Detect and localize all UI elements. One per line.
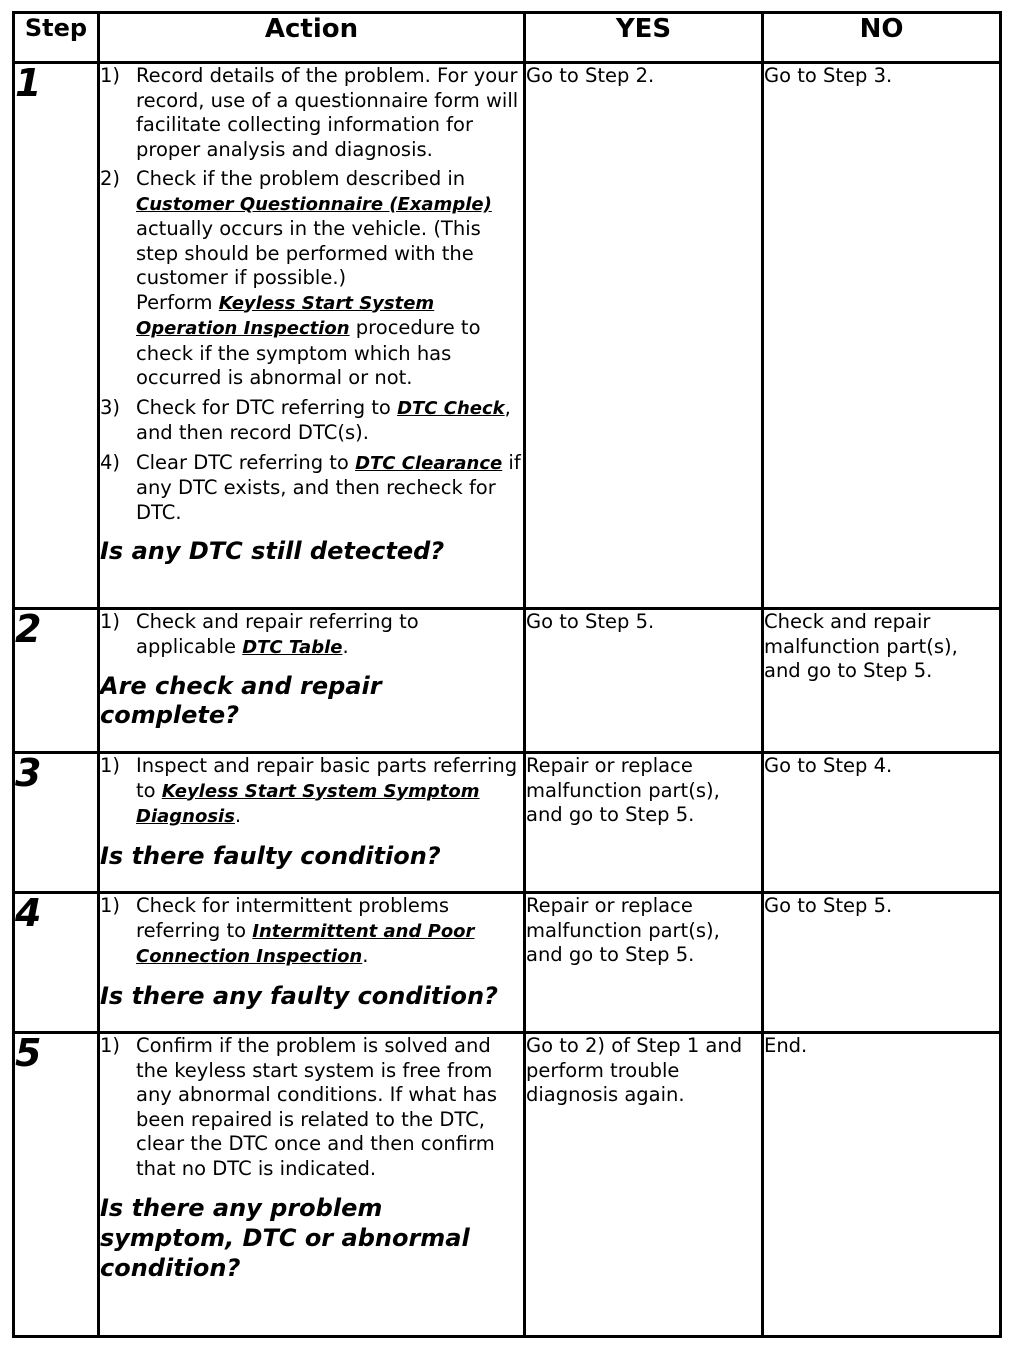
- action-item-number: 2): [100, 167, 121, 190]
- check-question: Is there any faulty condition?: [100, 981, 498, 1010]
- action-list: [100, 894, 523, 970]
- action-item-text: Confirm if the problem is solved and the keyless start system is free from any abnormal conditions. If what has been repaired is related to the DTC, clear the DTC once and then confirm that no DTC is indicated.: [136, 1034, 497, 1180]
- action-item: [100, 451, 523, 526]
- table-row: [14, 753, 1001, 893]
- reference-link[interactable]: DTC Table: [242, 636, 343, 658]
- check-question: Is there faulty condition?: [100, 841, 441, 870]
- yes-cell: Go to Step 2.: [525, 63, 763, 609]
- table-row: [14, 63, 1001, 609]
- check-question: Is any DTC still detected?: [100, 537, 445, 565]
- action-item-text: Check and repair referring to applicable DTC Table.: [136, 610, 419, 658]
- action-cell: [99, 1033, 525, 1337]
- action-item-number: 3): [100, 395, 121, 419]
- action-list: [100, 754, 523, 830]
- action-item: [100, 610, 523, 660]
- step-number: 3: [14, 753, 99, 893]
- header-row: [14, 13, 1001, 63]
- header-yes: YES: [525, 13, 763, 63]
- check-question: Are check and repair complete?: [100, 672, 382, 729]
- table-row: [14, 893, 1001, 1033]
- action-item: [100, 1034, 523, 1181]
- table-row: [14, 1033, 1001, 1337]
- action-cell: [99, 63, 525, 609]
- action-cell: [99, 893, 525, 1033]
- yes-cell: Go to Step 5.: [525, 609, 763, 753]
- yes-cell: Go to 2) of Step 1 and perform trouble diagnosis again.: [525, 1033, 763, 1337]
- action-item-text: Inspect and repair basic parts referring to Keyless Start System Symptom Diagnosis.: [136, 754, 518, 827]
- action-list: [100, 64, 523, 525]
- step-number: 2: [14, 609, 99, 753]
- step-number: 4: [14, 893, 99, 1033]
- action-item-number: 1): [100, 894, 121, 917]
- table-row: [14, 609, 1001, 753]
- header-step: Step: [14, 13, 99, 63]
- reference-link[interactable]: Customer Questionnaire (Example): [136, 193, 492, 215]
- action-item-number: 1): [100, 610, 121, 633]
- no-cell: Go to Step 5.: [763, 893, 1001, 1033]
- no-cell: Go to Step 3.: [763, 63, 1001, 609]
- action-item-text: Clear DTC referring to DTC Clearance if any DTC exists, and then recheck for DTC.: [136, 450, 521, 524]
- action-list: [100, 1034, 523, 1181]
- step-number: 5: [14, 1033, 99, 1337]
- yes-cell: Repair or replace malfunction part(s), and go to Step 5.: [525, 753, 763, 893]
- action-item-text: Check for intermittent problems referring to Intermittent and Poor Connection Inspection.: [136, 894, 475, 967]
- no-cell: End.: [763, 1033, 1001, 1337]
- action-item: [100, 396, 523, 446]
- diagnostic-flow-table: [12, 11, 1002, 1338]
- check-question: Is there any problem symptom, DTC or abnormal condition?: [100, 1194, 470, 1282]
- action-item: [100, 64, 523, 162]
- step-number: 1: [14, 63, 99, 609]
- yes-cell: Repair or replace malfunction part(s), and go to Step 5.: [525, 893, 763, 1033]
- action-item: [100, 167, 523, 391]
- action-item-text: Record details of the problem. For your record, use of a questionnaire form will facilitate collecting information for proper analysis and diagnosis.: [136, 64, 519, 161]
- action-cell: [99, 609, 525, 753]
- action-item: [100, 894, 523, 970]
- no-cell: Go to Step 4.: [763, 753, 1001, 893]
- reference-link[interactable]: Keyless Start System Operation Inspection: [136, 292, 435, 339]
- reference-link[interactable]: DTC Check: [397, 397, 505, 419]
- no-cell: Check and repair malfunction part(s), and go to Step 5.: [763, 609, 1001, 753]
- action-item-text: Check for DTC referring to DTC Check, and then record DTC(s).: [136, 395, 511, 444]
- table-body: [14, 63, 1001, 1337]
- reference-link[interactable]: DTC Clearance: [355, 452, 503, 474]
- header-no: NO: [763, 13, 1001, 63]
- action-item-number: 1): [100, 754, 121, 777]
- action-item-text: Check if the problem described in Customer Questionnaire (Example) actually occurs in the vehicle. (This step should be performed with the customer if possible.) Perform Keyless Start System Operation Inspection procedure to check if the symptom which has occurred is abnormal or not.: [136, 167, 492, 389]
- action-cell: [99, 753, 525, 893]
- header-action: Action: [99, 13, 525, 63]
- action-item-number: 1): [100, 1034, 121, 1057]
- action-item-number: 1): [100, 64, 121, 87]
- action-list: [100, 610, 523, 660]
- reference-link[interactable]: Keyless Start System Symptom Diagnosis: [136, 780, 480, 827]
- action-item: [100, 754, 523, 830]
- action-item-number: 4): [100, 450, 121, 474]
- reference-link[interactable]: Intermittent and Poor Connection Inspection: [136, 920, 475, 967]
